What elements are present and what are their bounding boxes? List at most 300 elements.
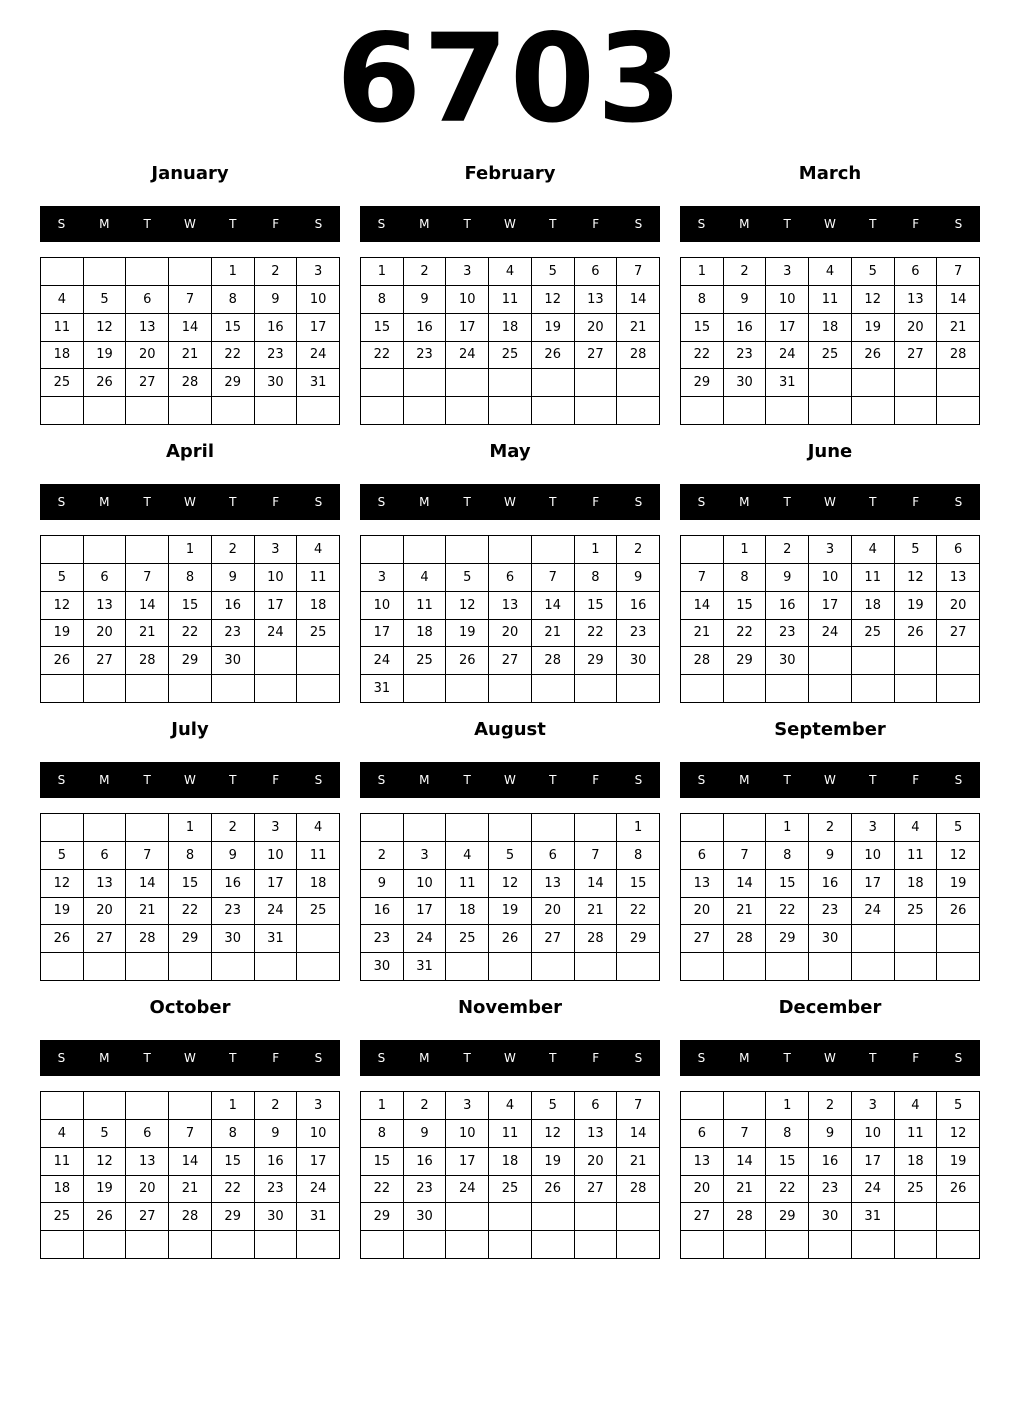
day-cell: 6 [681,842,724,870]
day-cell: 2 [212,814,255,842]
day-cell: 23 [766,620,809,648]
weekday-label: W [184,495,196,509]
day-cell: 12 [41,592,84,620]
day-cell: 17 [446,314,489,342]
weekday-label: T [869,773,877,787]
empty-cell [84,814,127,842]
day-cell: 6 [575,1092,618,1120]
day-cell: 7 [617,1092,660,1120]
day-cell: 8 [617,842,660,870]
day-cell: 9 [255,286,298,314]
weekday-label: W [184,773,196,787]
day-cell: 14 [617,1120,660,1148]
empty-cell [681,397,724,425]
day-cell: 18 [489,1148,532,1176]
day-cell: 15 [766,1148,809,1176]
empty-cell [41,675,84,703]
day-cell: 19 [532,314,575,342]
day-cell: 17 [852,870,895,898]
day-cell: 10 [255,564,298,592]
day-cell: 23 [404,1176,447,1204]
empty-cell [766,953,809,981]
empty-cell [852,953,895,981]
day-cell: 3 [404,842,447,870]
empty-cell [361,369,404,397]
empty-cell [212,675,255,703]
day-cell: 15 [681,314,724,342]
day-cell: 28 [617,1176,660,1204]
weekday-label: T [549,217,557,231]
day-cell: 10 [404,870,447,898]
day-cell: 4 [489,1092,532,1120]
day-cell: 9 [361,870,404,898]
day-cell: 5 [41,564,84,592]
empty-cell [126,536,169,564]
day-cell: 25 [446,925,489,953]
day-cell: 20 [681,898,724,926]
day-cell: 12 [84,1148,127,1176]
day-cell: 3 [255,814,298,842]
weekday-label: T [463,1051,471,1065]
day-cell: 10 [255,842,298,870]
day-cell: 13 [681,1148,724,1176]
empty-cell [84,536,127,564]
weekday-label: S [314,1051,323,1065]
day-cell: 4 [895,814,938,842]
day-cell: 18 [895,870,938,898]
day-cell: 31 [361,675,404,703]
empty-cell [937,925,980,953]
day-cell: 14 [126,870,169,898]
day-cell: 21 [617,314,660,342]
weekday-label: F [592,495,600,509]
day-cell: 6 [489,564,532,592]
weekday-label: S [634,495,643,509]
day-cell: 6 [532,842,575,870]
empty-cell [169,258,212,286]
day-cell: 15 [361,1148,404,1176]
day-cell: 21 [169,342,212,370]
weekday-label: T [143,773,151,787]
day-cell: 22 [212,1176,255,1204]
day-cell: 24 [255,620,298,648]
day-cell: 12 [937,1120,980,1148]
empty-cell [809,675,852,703]
day-grid [680,257,980,425]
empty-cell [895,369,938,397]
empty-cell [126,397,169,425]
day-cell: 27 [126,369,169,397]
weekday-label: T [143,1051,151,1065]
day-cell: 29 [617,925,660,953]
empty-cell [255,397,298,425]
day-cell: 22 [169,898,212,926]
empty-cell [489,536,532,564]
day-cell: 24 [766,342,809,370]
month-name: December [778,997,882,1018]
day-cell: 14 [681,592,724,620]
empty-cell [126,1231,169,1259]
day-cell: 8 [212,1120,255,1148]
day-cell: 19 [489,898,532,926]
day-cell: 18 [489,314,532,342]
day-cell: 16 [255,1148,298,1176]
weekday-label: T [869,495,877,509]
empty-cell [84,258,127,286]
weekday-label: T [549,773,557,787]
day-cell: 25 [404,647,447,675]
weekday-label: M [419,495,430,509]
day-cell: 11 [895,842,938,870]
weekday-label: W [824,217,836,231]
month-name: June [807,441,853,462]
day-cell: 25 [297,620,340,648]
empty-cell [532,953,575,981]
weekday-label: T [783,773,791,787]
day-cell: 24 [297,342,340,370]
day-cell: 10 [852,842,895,870]
day-cell: 14 [724,1148,767,1176]
day-cell: 15 [212,1148,255,1176]
day-cell: 14 [937,286,980,314]
day-cell: 25 [41,369,84,397]
day-cell: 30 [255,1203,298,1231]
month-name: October [149,997,231,1018]
weekday-label: W [504,495,516,509]
day-cell: 1 [724,536,767,564]
weekday-label: T [463,495,471,509]
empty-cell [809,369,852,397]
weekday-label: S [634,1051,643,1065]
day-cell: 28 [169,1203,212,1231]
month-name: January [151,163,229,184]
weekday-label: T [549,495,557,509]
day-cell: 3 [852,1092,895,1120]
day-grid [680,813,980,981]
day-cell: 16 [361,898,404,926]
day-cell: 11 [41,1148,84,1176]
empty-cell [532,814,575,842]
day-cell: 10 [361,592,404,620]
day-cell: 11 [809,286,852,314]
empty-cell [84,1092,127,1120]
day-cell: 22 [575,620,618,648]
day-cell: 20 [681,1176,724,1204]
empty-cell [361,397,404,425]
day-cell: 4 [41,286,84,314]
day-cell: 13 [575,286,618,314]
empty-cell [255,1231,298,1259]
empty-cell [489,369,532,397]
day-cell: 18 [404,620,447,648]
day-cell: 15 [724,592,767,620]
empty-cell [489,397,532,425]
day-cell: 11 [489,1120,532,1148]
day-grid [40,1091,340,1259]
weekday-header [360,206,660,242]
day-cell: 7 [532,564,575,592]
empty-cell [681,536,724,564]
day-cell: 3 [446,1092,489,1120]
weekday-header [680,484,980,520]
day-cell: 8 [212,286,255,314]
empty-cell [404,369,447,397]
day-cell: 16 [809,870,852,898]
day-cell: 26 [852,342,895,370]
empty-cell [532,1231,575,1259]
empty-cell [895,1203,938,1231]
empty-cell [169,675,212,703]
day-cell: 1 [169,814,212,842]
weekday-label: S [697,773,706,787]
empty-cell [766,1231,809,1259]
day-cell: 24 [446,342,489,370]
day-cell: 10 [446,286,489,314]
empty-cell [809,953,852,981]
day-cell: 23 [809,1176,852,1204]
weekday-label: F [272,495,280,509]
weekday-label: T [229,495,237,509]
day-cell: 29 [766,1203,809,1231]
day-cell: 8 [681,286,724,314]
empty-cell [937,1203,980,1231]
day-cell: 15 [169,870,212,898]
year-title: 6703 [336,8,684,150]
day-cell: 11 [41,314,84,342]
day-cell: 4 [489,258,532,286]
empty-cell [852,675,895,703]
empty-cell [212,397,255,425]
empty-cell [809,647,852,675]
day-cell: 21 [617,1148,660,1176]
day-cell: 23 [255,342,298,370]
day-grid [360,813,660,981]
empty-cell [809,397,852,425]
day-cell: 31 [852,1203,895,1231]
weekday-label: T [143,217,151,231]
day-cell: 8 [766,842,809,870]
day-cell: 22 [617,898,660,926]
empty-cell [41,397,84,425]
weekday-header [360,484,660,520]
weekday-label: W [504,1051,516,1065]
empty-cell [169,1092,212,1120]
day-cell: 2 [809,1092,852,1120]
day-cell: 26 [84,369,127,397]
month-name: April [165,441,215,462]
day-cell: 1 [766,1092,809,1120]
day-cell: 3 [361,564,404,592]
empty-cell [575,675,618,703]
month-name: September [774,719,886,740]
day-cell: 16 [212,870,255,898]
weekday-label: M [739,1051,750,1065]
day-cell: 28 [937,342,980,370]
day-cell: 15 [169,592,212,620]
empty-cell [852,1231,895,1259]
weekday-label: T [549,1051,557,1065]
empty-cell [937,1231,980,1259]
day-cell: 2 [617,536,660,564]
empty-cell [404,675,447,703]
day-cell: 1 [766,814,809,842]
day-cell: 20 [126,1176,169,1204]
day-cell: 15 [575,592,618,620]
empty-cell [532,397,575,425]
weekday-label: W [504,217,516,231]
day-cell: 7 [937,258,980,286]
day-cell: 30 [212,647,255,675]
day-cell: 13 [575,1120,618,1148]
day-cell: 23 [212,620,255,648]
weekday-label: S [697,1051,706,1065]
day-cell: 4 [852,536,895,564]
empty-cell [169,1231,212,1259]
day-cell: 9 [617,564,660,592]
day-cell: 13 [126,314,169,342]
day-grid [360,535,660,703]
day-cell: 5 [84,286,127,314]
day-cell: 28 [126,647,169,675]
day-cell: 7 [126,842,169,870]
day-cell: 6 [126,286,169,314]
empty-cell [617,369,660,397]
weekday-label: M [419,217,430,231]
day-cell: 5 [41,842,84,870]
day-cell: 23 [255,1176,298,1204]
day-cell: 24 [809,620,852,648]
empty-cell [724,1231,767,1259]
day-cell: 14 [575,870,618,898]
day-cell: 27 [895,342,938,370]
day-cell: 12 [41,870,84,898]
empty-cell [84,1231,127,1259]
empty-cell [681,953,724,981]
empty-cell [937,675,980,703]
day-cell: 22 [681,342,724,370]
day-cell: 26 [532,342,575,370]
day-cell: 30 [809,1203,852,1231]
day-cell: 29 [766,925,809,953]
day-cell: 19 [84,1176,127,1204]
day-cell: 29 [575,647,618,675]
empty-cell [126,814,169,842]
empty-cell [532,1203,575,1231]
day-cell: 21 [681,620,724,648]
day-cell: 11 [297,842,340,870]
day-cell: 21 [532,620,575,648]
day-cell: 20 [575,314,618,342]
day-cell: 3 [809,536,852,564]
empty-cell [84,397,127,425]
weekday-header [360,1040,660,1076]
day-cell: 18 [41,342,84,370]
day-cell: 13 [532,870,575,898]
day-cell: 5 [937,814,980,842]
empty-cell [895,925,938,953]
day-grid [360,1091,660,1259]
weekday-label: M [739,495,750,509]
day-cell: 27 [937,620,980,648]
weekday-label: S [57,1051,66,1065]
day-cell: 5 [446,564,489,592]
weekday-label: M [99,773,110,787]
weekday-label: S [57,217,66,231]
day-cell: 5 [937,1092,980,1120]
empty-cell [617,397,660,425]
day-cell: 30 [724,369,767,397]
day-cell: 18 [809,314,852,342]
weekday-label: S [57,495,66,509]
weekday-label: M [99,217,110,231]
day-cell: 20 [532,898,575,926]
day-cell: 16 [766,592,809,620]
day-cell: 21 [575,898,618,926]
empty-cell [895,647,938,675]
empty-cell [489,675,532,703]
weekday-label: S [954,495,963,509]
empty-cell [41,258,84,286]
day-cell: 21 [724,1176,767,1204]
day-cell: 9 [809,1120,852,1148]
day-grid [360,257,660,425]
weekday-label: F [272,217,280,231]
day-cell: 16 [255,314,298,342]
weekday-label: T [869,1051,877,1065]
weekday-label: S [377,773,386,787]
day-cell: 29 [681,369,724,397]
empty-cell [169,397,212,425]
day-cell: 19 [937,1148,980,1176]
day-cell: 28 [126,925,169,953]
day-cell: 6 [937,536,980,564]
day-cell: 3 [852,814,895,842]
day-cell: 31 [297,1203,340,1231]
weekday-label: F [912,495,920,509]
empty-cell [489,814,532,842]
weekday-label: F [912,773,920,787]
day-cell: 7 [617,258,660,286]
weekday-header [40,1040,340,1076]
day-cell: 4 [41,1120,84,1148]
weekday-label: T [229,773,237,787]
day-cell: 11 [852,564,895,592]
day-cell: 25 [297,898,340,926]
day-cell: 18 [446,898,489,926]
empty-cell [575,1231,618,1259]
day-cell: 22 [361,1176,404,1204]
weekday-label: S [634,773,643,787]
day-cell: 30 [404,1203,447,1231]
day-cell: 19 [41,620,84,648]
day-cell: 21 [126,898,169,926]
weekday-label: W [824,495,836,509]
empty-cell [489,1203,532,1231]
day-cell: 1 [575,536,618,564]
day-cell: 13 [489,592,532,620]
day-cell: 29 [169,925,212,953]
empty-cell [852,369,895,397]
day-cell: 3 [446,258,489,286]
weekday-label: S [954,217,963,231]
weekday-label: T [783,495,791,509]
empty-cell [766,397,809,425]
day-cell: 27 [681,925,724,953]
day-cell: 16 [617,592,660,620]
day-cell: 14 [126,592,169,620]
weekday-label: F [592,1051,600,1065]
day-cell: 30 [617,647,660,675]
